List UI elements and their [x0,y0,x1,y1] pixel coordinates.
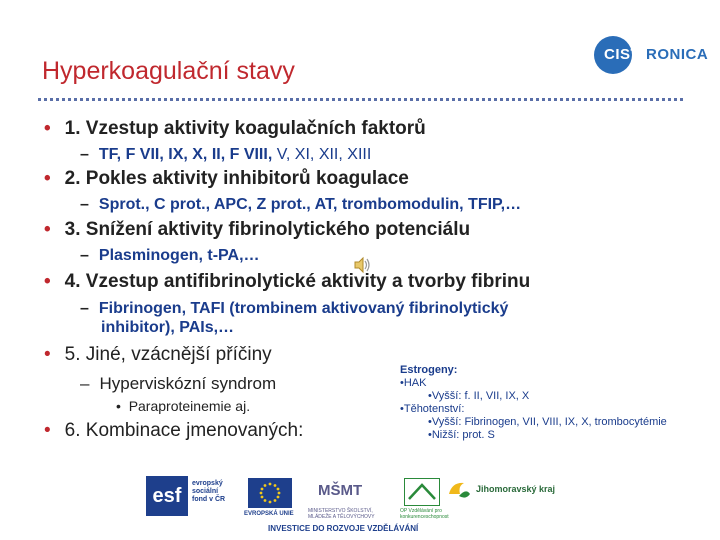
sub-dash: – [80,146,89,163]
footer-caption: INVESTICE DO ROZVOJE VZDĚLÁVÁNÍ [268,524,419,533]
sub-dash: – [80,247,89,264]
bullet-1-text: 1. Vzestup aktivity koagulačních faktorů [64,118,426,139]
bullet-5-sub2-text: Paraproteinemie aj. [128,398,251,414]
sub-dash: – [80,374,90,393]
sub-dash: – [80,196,89,213]
slide-title: Hyperkoagulační stavy [42,57,295,85]
op-logo [404,478,440,506]
bullet-1 [44,118,426,140]
bullet-dot: • [44,168,51,189]
bullet-3 [44,219,470,241]
bullet-6-text: 6. Kombinace jmenovaných: [64,420,304,441]
bullet-4 [44,271,530,293]
bullet-4-sub [80,299,508,318]
op-logo-icon [405,479,439,505]
bullet-1-sub [80,145,371,164]
sub-dash: – [80,300,89,317]
msmt-text: MINISTERSTVO ŠKOLSTVÍ, MLÁDEŽE A TĚLOVÝCHOVY [308,508,375,520]
logo-text-ronica: RONICA [646,46,709,63]
bullet-4-sub-cont: inhibitor), PAIs,… [101,319,235,336]
bullet-4-sub-line1: Fibrinogen, TAFI (trombinem aktivovaný fibrinolytický [98,300,509,317]
region-text: Jihomoravský kraj [476,484,556,494]
estrogen-note-line: •Těhotenství: [400,403,465,415]
bullet-dot: • [44,118,51,139]
bullet-2-text: 2. Pokles aktivity inhibitorů koagulace [64,168,409,189]
estrogen-note-line: •Vyšší: f. II, VII, IX, X [428,390,530,402]
msmt-label: MŠMT [318,482,363,499]
bullet-5 [44,344,272,366]
esf-logo [146,476,188,516]
bullet-dot: • [44,219,51,240]
bullet-dot: • [44,271,51,292]
estrogen-note-heading: Estrogeny: [400,364,458,376]
eu-text: EVROPSKÁ UNIE [244,511,294,517]
bullet-4-text: 4. Vzestup antifibrinolytické aktivity a tvorby fibrinu [64,271,531,292]
region-logo [446,478,472,502]
cistronica-logo [590,30,708,74]
title-divider [38,98,683,101]
estrogen-note [400,364,667,442]
eu-stars-icon [248,478,292,508]
region-logo-icon [446,478,472,502]
logo-text-cist: CIST [604,46,641,63]
bullet-1-sub-plain: V, XI, XII, XIII [272,146,372,163]
esf-text: evropský sociální fond v ČR [192,480,226,503]
sub2-dot: • [116,398,129,414]
bullet-5-sub [80,374,276,393]
eu-flag [248,478,292,508]
bullet-1-sub-bold: TF, F VII, IX, X, II, F VIII, [98,146,273,163]
bullet-3-sub-bold: Plasminogen, t-PA,… [98,247,260,264]
estrogen-note-line: •Vyšší: Fibrinogen, VII, VIII, IX, X, trombocytémie [428,416,667,428]
bullet-dot: • [44,420,51,441]
bullet-2-sub-bold: Sprot., C prot., APC, Z prot., AT, trombomodulin, TFIP,… [98,196,522,213]
bullet-5-sub2 [116,398,250,414]
bullet-3-text: 3. Snížení aktivity fibrinolytického potenciálu [64,219,471,240]
bullet-2 [44,168,409,190]
bullet-6 [44,420,303,442]
msmt-logo [318,474,363,508]
bullet-dot: • [44,344,51,365]
estrogen-note-line: •HAK [400,377,427,389]
bullet-3-sub [80,246,260,265]
bullet-5-sub-text: Hyperviskózní syndrom [99,374,277,393]
bullet-2-sub [80,195,521,214]
estrogen-note-line: •Nižší: prot. S [428,429,495,441]
op-text: OP Vzdělávání pro konkurenceschopnost [400,508,449,520]
esf-label: esf [152,485,182,507]
bullet-5-text: 5. Jiné, vzácnější příčiny [64,344,272,365]
footer-logos [140,470,600,540]
